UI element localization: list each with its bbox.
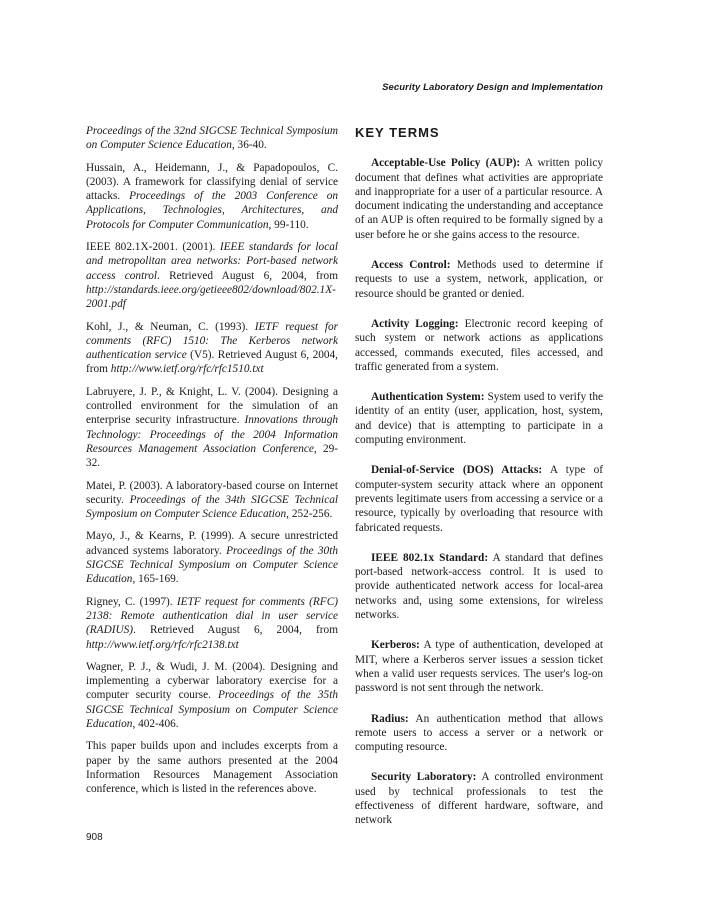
reference-entry: Hussain, A., Heidemann, J., & Papadopoulos, C. (2003). A framework for classifying denial of service attacks. Proceedings of the 2003 Conference on Applications, Technologies, Architectures, and Protocols for Computer Communication, 99-110.	[86, 161, 338, 231]
reference-url: http://www.ietf.org/rfc/rfc2138.txt	[86, 638, 239, 651]
key-term-entry: Authentication System: System used to verify the identity of an entity (user, application, host, system, and device) that is attempting to participate in a computing environment.	[355, 391, 603, 447]
page-number: 908	[86, 832, 103, 843]
key-term-entry: Radius: An authentication method that allows remote users to access a server or a network or computing resource.	[355, 712, 603, 754]
reference-url: http://standards.ieee.org/getieee802/download/802.1X-2001.pdf	[86, 283, 336, 311]
key-term-entry: Denial-of-Service (DOS) Attacks: A type of computer-system security attack where an opponent prevents legitimate users from accessing a service or a resource, typically by overloading that resource with fabricated requests.	[355, 464, 603, 534]
key-term-entry: Security Laboratory: A controlled environment used by technical professionals to test the effectiveness of different hardware, software, and network	[355, 771, 603, 827]
key-terms-column	[355, 124, 603, 844]
reference-entry: IEEE 802.1X-2001. (2001). IEEE standards for local and metropolitan area networks: Port-based network access control. Retrieved August 6, 2004, from http://standards.ieee.org/getieee802/download/802.1X-2001.pdf	[86, 241, 338, 311]
closing-note: This paper builds upon and includes excerpts from a paper by the same authors presented at the 2004 Information Resources Management Association conference, which is listed in the references above.	[86, 740, 338, 796]
reference-entry: Mayo, J., & Kearns, P. (1999). A secure unrestricted advanced systems laboratory. Proceedings of the 30th SIGCSE Technical Symposium on Computer Science Education, 165-169.	[86, 530, 338, 586]
reference-entry: Rigney, C. (1997). IETF request for comments (RFC) 2138: Remote authentication dial in user service (RADIUS). Retrieved August 6, 2004, from http://www.ietf.org/rfc/rfc2138.txt	[86, 595, 338, 651]
key-term-entry: Access Control: Methods used to determine if requests to use a system, network, application, or resource should be granted or denied.	[355, 259, 603, 300]
key-terms-heading: KEY TERMS	[355, 125, 440, 140]
references-column	[86, 124, 338, 796]
reference-entry: Matei, P. (2003). A laboratory-based course on Internet security. Proceedings of the 34th SIGCSE Technical Symposium on Computer Science Education, 252-256.	[86, 479, 338, 521]
reference-entry: Kohl, J., & Neuman, C. (1993). IETF request for comments (RFC) 1510: The Kerberos network authentication service (V5). Retrieved August 6, 2004, from http://www.ietf.org/rfc/rfc1510.txt	[86, 320, 338, 376]
reference-entry: Labruyere, J. P., & Knight, L. V. (2004). Designing a controlled environment for the simulation of an enterprise security infrastructure. Innovations through Technology: Proceedings of the 2004 Information Resources Management Association Conference, 29-32.	[86, 385, 338, 470]
running-head: Security Laboratory Design and Implementation	[382, 82, 603, 93]
key-term-entry: IEEE 802.1x Standard: A standard that defines port-based network-access control. It is used to provide authenticated network access for local-area networks and, using some extensions, for wireless networks.	[355, 551, 603, 622]
key-term-entry: Kerberos: A type of authentication, developed at MIT, where a Kerberos server issues a session ticket when a valid user requests services. The user's log-on password is not sent through the network.	[355, 639, 603, 695]
reference-entry: Wagner, P. J., & Wudi, J. M. (2004). Designing and implementing a cyberwar laboratory exercise for a computer security course. Proceedings of the 35th SIGCSE Technical Symposium on Computer Science Education, 402-406.	[86, 660, 338, 730]
reference-entry: Proceedings of the 32nd SIGCSE Technical Symposium on Computer Science Education, 36-40.	[86, 125, 338, 152]
key-term-entry: Activity Logging: Electronic record keeping of such system or network actions as applications accessed, commands executed, files accessed, and traffic generated from a system.	[355, 317, 603, 373]
reference-url: http://www.ietf.org/rfc/rfc1510.txt	[110, 363, 264, 376]
key-term-entry: Acceptable-Use Policy (AUP): A written policy document that defines what activities are appropriate and inappropriate for a user of a particular resource. A document indicating the understanding and acceptance of an AUP is often required to be formally signed by a user before he or she gains access to the resource.	[355, 157, 603, 241]
